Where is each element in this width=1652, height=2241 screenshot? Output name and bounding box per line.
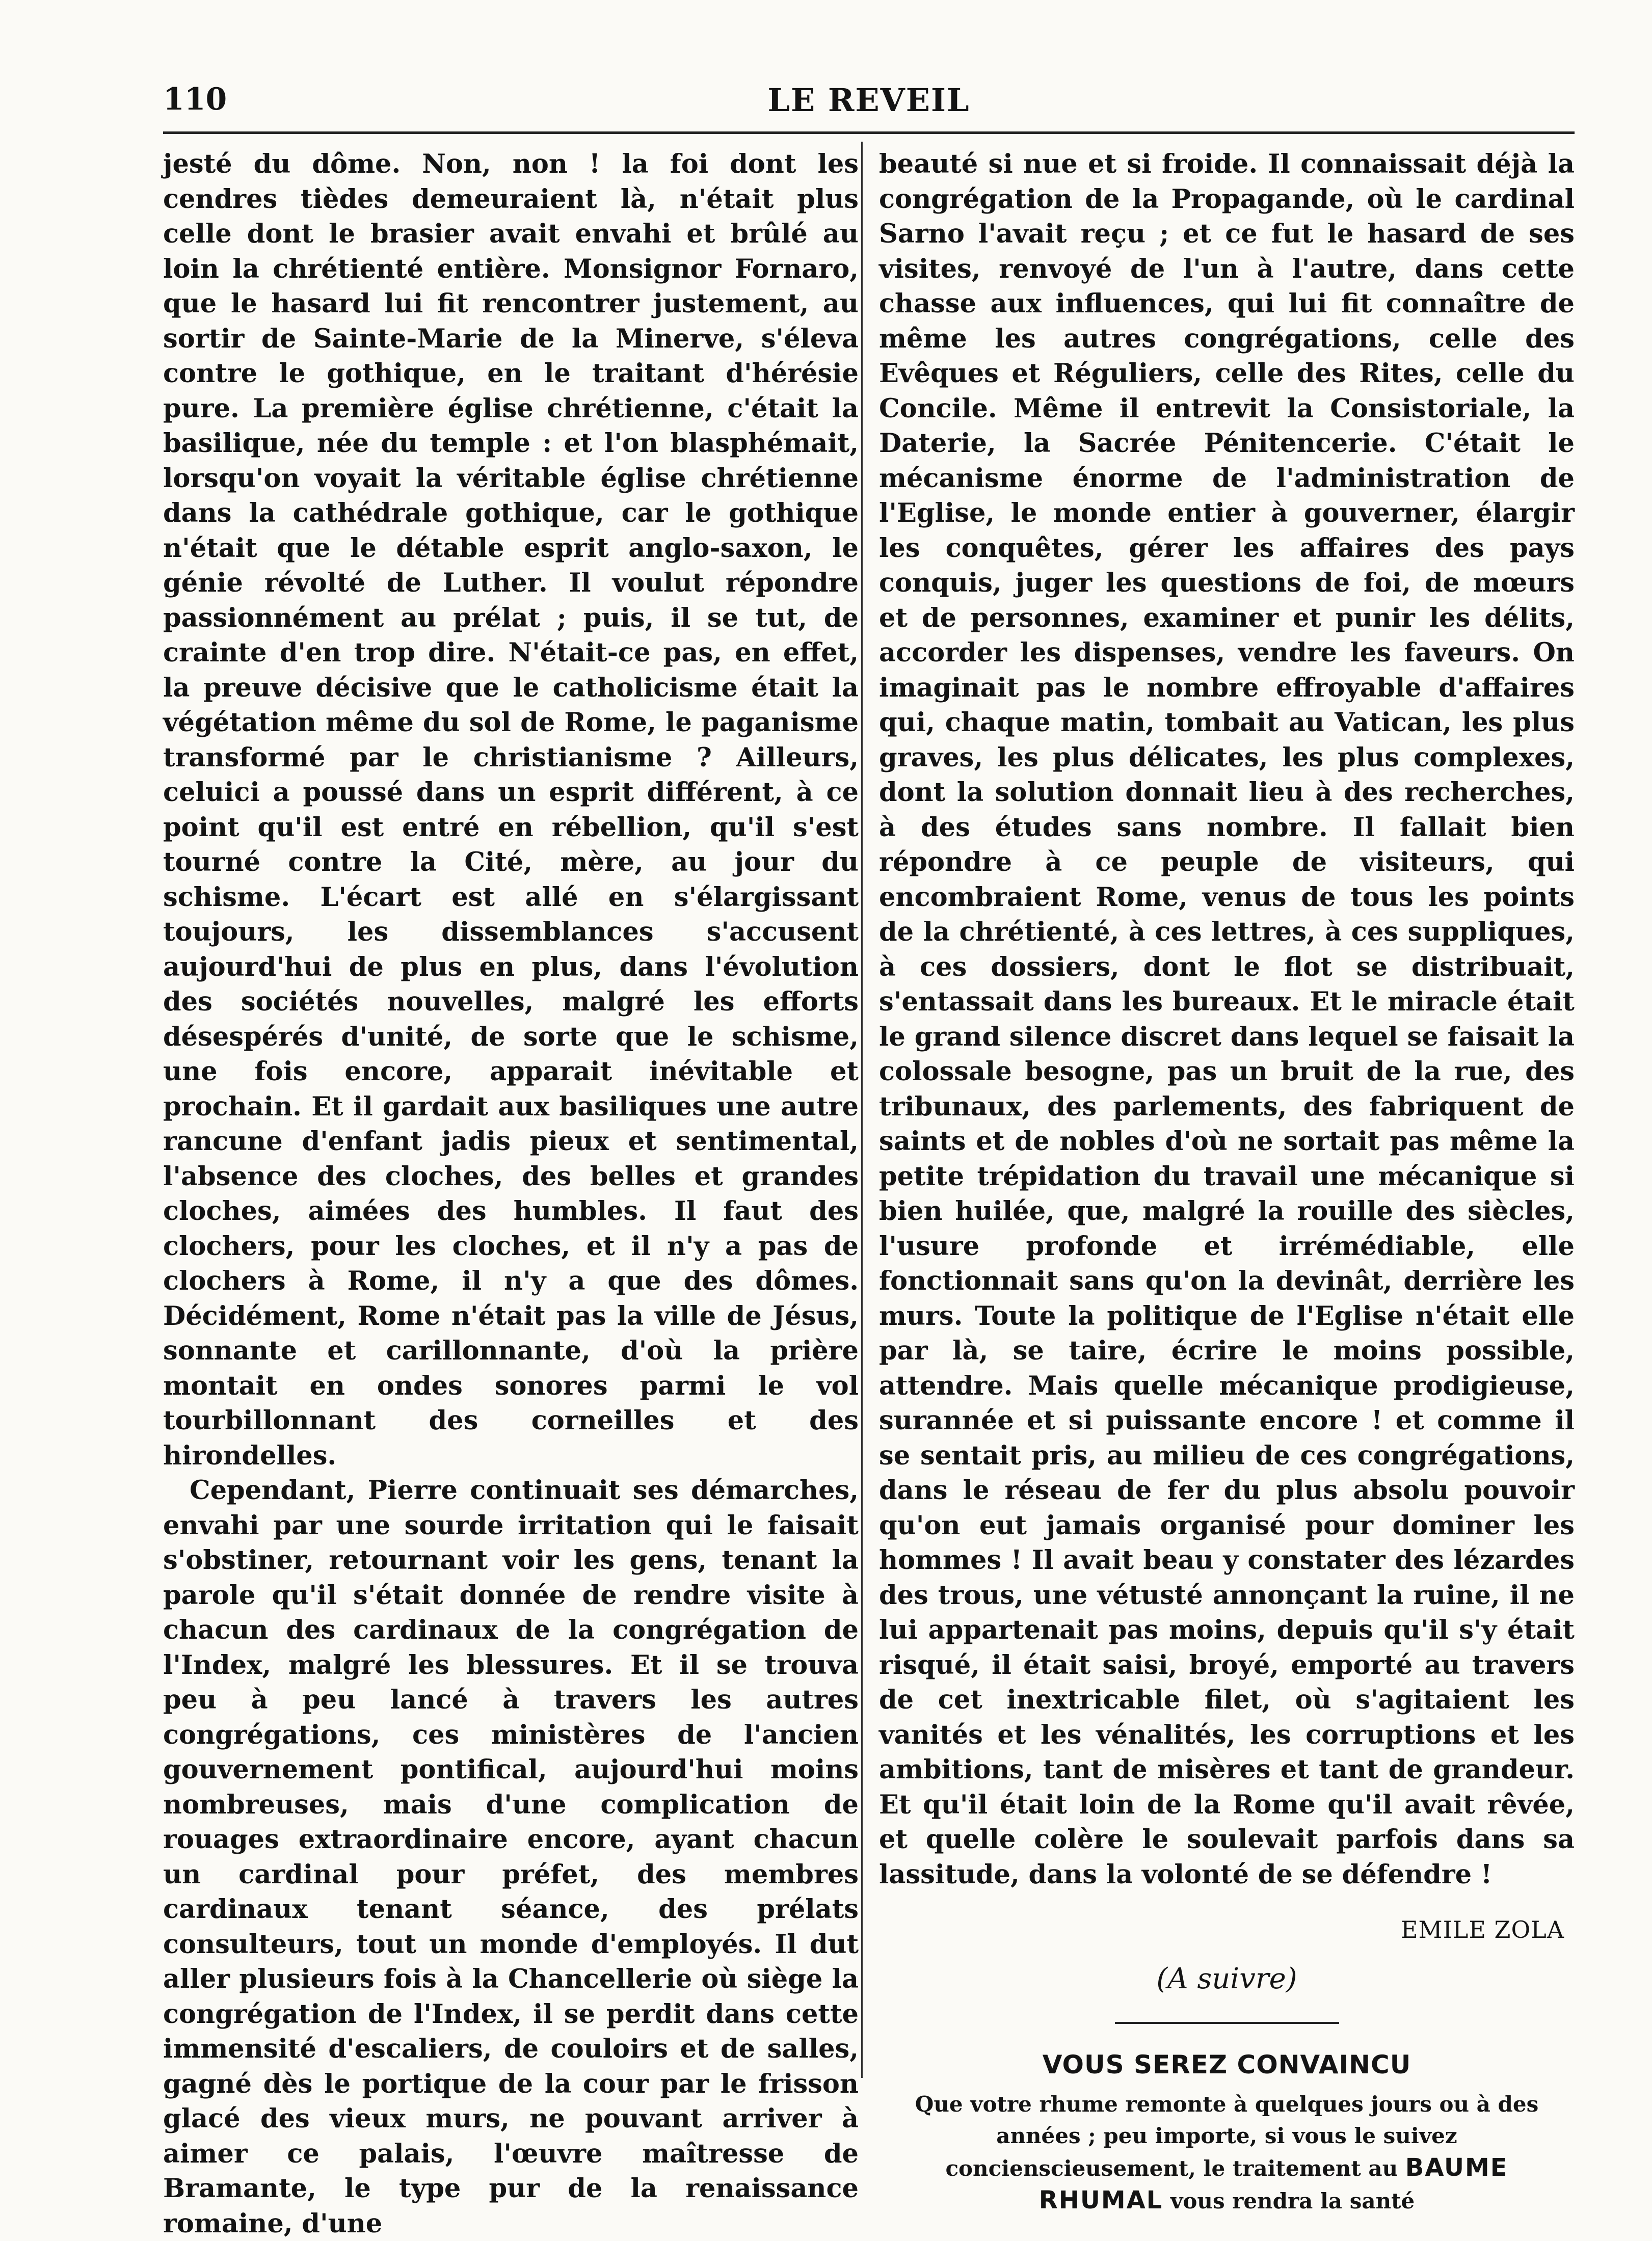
column-divider [861,142,863,2078]
page-number: 110 [163,82,227,117]
advert-text: Que votre rhume remonte à quelques jours ou à des années ; peu importe, si vous le suivez concienscieusement, le traitement au [915,2091,1539,2181]
advert-title: VOUS SEREZ CONVAINCU [1042,2050,1411,2079]
page-header [163,76,1575,132]
header-rule [163,131,1575,134]
advert-body [879,2089,1575,2217]
paragraph: beauté si nue et si froide. Il connaissait déjà la congrégation de la Propagande, où le cardinal Sarno l'avait reçu ; et ce fut le hasard de ses visites, renvoyé de l'un à l'autre, dans cette chasse aux influences, qui lui fit connaître de même les autres congrégations, celle des Evêques et Réguliers, celle des Rites, celle du Concile. Même il entrevit la Consistoriale, la Daterie, la Sacrée Pénitencerie. C'était le mécanisme énorme de l'administration de l'Eglise, le monde entier à gouverner, élargir les conquêtes, gérer les affaires des pays conquis, juger les questions de foi, de mœurs et de personnes, examiner et punir les délits, accorder les dispenses, vendre les faveurs. On imaginait pas le nombre effroyable d'affaires qui, chaque matin, tombait au Vatican, les plus graves, les plus délicates, les plus complexes, dont la solution donnait lieu à des recherches, à des études sans nombre. Il fallait bien répondre à ce peuple de visiteurs, qui encombraient Rome, venus de tous les points de la chrétienté, à ces lettres, à ces suppliques, à ces dossiers, dont le flot se distribuait, s'entassait dans les bureaux. Et le miracle était le grand silence discret dans lequel se faisait la colossale besogne, pas un bruit de la rue, des tribunaux, des parlements, des fabriquent de saints et de nobles d'où ne sortait pas même la petite trépidation du travail une mécanique si bien huilée, que, malgré la rouille des siècles, l'usure profonde et irrémédiable, elle fonctionnait sans qu'on la devinât, derrière les murs. Toute la politique de l'Eglise n'était elle par là, se taire, écrire le moins possible, attendre. Mais quelle mécanique prodigieuse, surannée et si puissante encore ! et comme il se sentait pris, au milieu de ces congrégations, dans le réseau de fer du plus absolu pouvoir qu'on eut jamais organisé pour dominer les hommes ! Il avait beau y constater des lézardes des trous, une vétusté annonçant la ruine, il ne lui appartenait pas moins, depuis qu'il s'y était risqué, il était saisi, broyé, emporté au travers de cet inextricable filet, où s'agitaient les vanités et les vénalités, les corruptions et les ambitions, tant de misères et tant de grandeur. Et qu'il était loin de la Rome qu'il avait rêvée, et quelle colère le soulevait parfois dans sa lassitude, dans la volonté de se défendre ! [879,149,1575,1890]
section-rule [1115,2022,1339,2024]
left-column [163,147,859,2241]
paragraph: Cependant, Pierre continuait ses démarches, envahi par une sourde irritation qui le faisait s'obstiner, retournant voir les gens, tenant la parole qu'il s'était donnée de rendre visite à chacun des cardinaux de la congrégation de l'Index, malgré les blessures. Et il se trouva peu à peu lancé à travers les autres congrégations, ces ministères de l'ancien gouvernement pontifical, aujourd'hui moins nombreuses, mais d'une complication de rouages extraordinaire encore, ayant chacun un cardinal pour préfet, des membres cardinaux tenant séance, des prélats consulteurs, tout un monde d'employés. Il dut aller plusieurs fois à la Chancellerie où siège la congrégation de l'Index, il se perdit dans cette immensité d'escaliers, de couloirs et de salles, gagné dès le portique de la cour par le frisson glacé des vieux murs, ne pouvant arriver à aimer ce palais, l'œuvre maîtresse de Bramante, le type pur de la renaissance romaine, d'une [163,1475,859,2239]
right-column [879,147,1575,2217]
advert-brand: BAUME RHUMAL [1038,2153,1508,2215]
advert-text-end: vous rendra la santé [1170,2188,1415,2213]
paragraph: jesté du dôme. Non, non ! la foi dont les cendres tièdes demeuraient là, n'était plus celle dont le brasier avait envahi et brûlé au loin la chrétienté entière. Monsignor Fornaro, que le hasard lui fit rencontrer justement, au sortir de Sainte-Marie de la Minerve, s'éleva contre le gothique, en le traitant d'hérésie pure. La première église chrétienne, c'était la basilique, née du temple : et l'on blasphémait, lorsqu'on voyait la véritable église chrétienne dans la cathédrale gothique, car le gothique n'était que le détable esprit anglo-saxon, le génie révolté de Luther. Il voulut répondre passionnément au prélat ; puis, il se tut, de crainte d'en trop dire. N'était-ce pas, en effet, la preuve décisive que le catholicisme était la végétation même du sol de Rome, le paganisme transformé par le christianisme ? Ailleurs, celuici a poussé dans un esprit différent, à ce point qu'il est entré en rébellion, qu'il s'est tourné contre la Cité, mère, au jour du schisme. L'écart est allé en s'élargissant toujours, les dissemblances s'accusent aujourd'hui de plus en plus, dans l'évolution des sociétés nouvelles, malgré les efforts désespérés d'unité, de sorte que le schisme, une fois encore, apparait inévitable et prochain. Et il gardait aux basiliques une autre rancune d'enfant jadis pieux et sentimental, l'absence des cloches, des belles et grandes cloches, aimées des humbles. Il faut des clochers, pour les cloches, et il n'y a pas de clochers à Rome, il n'y a que des dômes. Décidément, Rome n'était pas la ville de Jésus, sonnante et carillonnante, d'où la prière montait en ondes sonores parmi le vol tourbillonnant des corneilles et des hirondelles. [163,149,859,1471]
to-be-continued: (A suivre) [1156,1962,1297,1995]
running-title: LE REVEIL [767,82,970,119]
author-signature: EMILE ZOLA [1400,1916,1564,1943]
